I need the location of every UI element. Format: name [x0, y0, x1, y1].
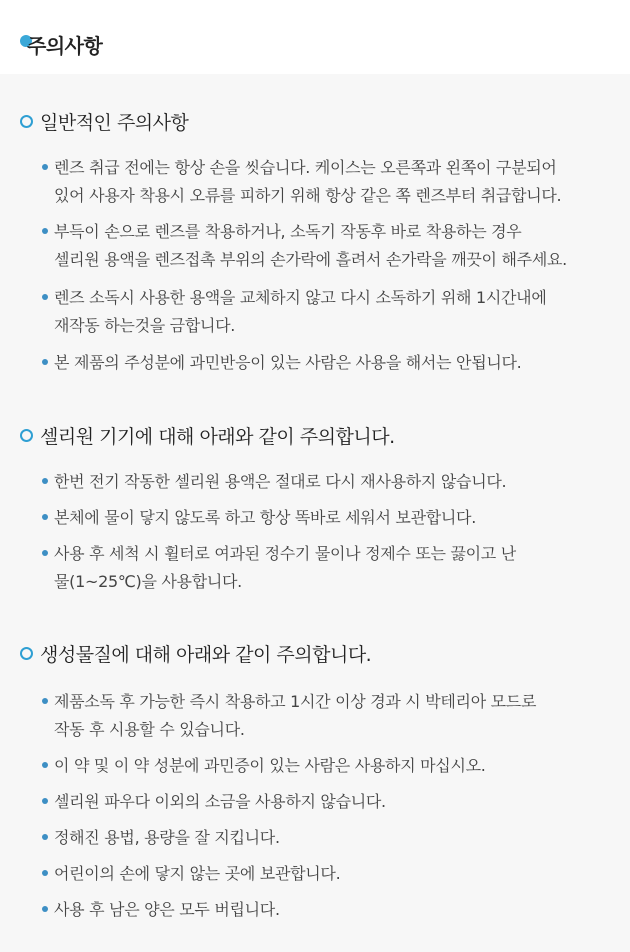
list-item-text: 본체에 물이 닿지 않도록 하고 항상 똑바로 세워서 보관합니다.	[54, 508, 476, 527]
list-item-text: 한번 전기 작동한 셀리원 용액은 절대로 다시 재사용하지 않습니다.	[54, 472, 507, 491]
bullet-dot-icon	[42, 762, 48, 768]
list-item-text: 사용 후 남은 양은 모두 버립니다.	[54, 900, 280, 919]
list-item-text: 있어 사용자 착용시 오류를 피하기 위해 항상 같은 쪽 렌즈부터 취급합니다.	[54, 186, 562, 205]
list-item-text: 정해진 용법, 용량을 잘 지킵니다.	[54, 828, 280, 847]
bullet-dot-icon	[42, 514, 48, 520]
list-item-text: 본 제품의 주성분에 과민반응이 있는 사람은 사용을 해서는 안됩니다.	[54, 353, 522, 372]
list-item-text: 부득이 손으로 렌즈를 착용하거나, 소독기 작동후 바로 착용하는 경우	[54, 222, 522, 241]
bullet-dot-icon	[42, 698, 48, 704]
list-item-text: 렌즈 소독시 사용한 용액을 교체하지 않고 다시 소독하기 위해 1시간내에	[54, 288, 547, 307]
list-item-text: 작동 후 시용할 수 있습니다.	[54, 720, 245, 739]
bullet-dot-icon	[42, 834, 48, 840]
page-title: 주의사항	[27, 34, 103, 58]
bullet-dot-icon	[42, 164, 48, 170]
bullet-dot-icon	[42, 906, 48, 912]
bullet-dot-icon	[42, 798, 48, 804]
section-heading	[0, 422, 630, 452]
section-heading	[0, 640, 630, 670]
list-item-text: 이 약 및 이 약 성분에 과민증이 있는 사람은 사용하지 마십시오.	[54, 756, 486, 775]
bullet-dot-icon	[42, 359, 48, 365]
bullet-dot-icon	[42, 478, 48, 484]
list-item-text: 제품소독 후 가능한 즉시 착용하고 1시간 이상 경과 시 박테리아 모드로	[54, 692, 537, 711]
circle-bullet-icon	[20, 429, 33, 442]
list-item-text: 렌즈 취급 전에는 항상 손을 씻습니다. 케이스는 오른쪽과 왼쪽이 구분되어	[54, 158, 557, 177]
list-item-text: 물(1~25℃)을 사용합니다.	[54, 572, 242, 591]
section-title: 셀리원 기기에 대해 아래와 같이 주의합니다.	[40, 426, 395, 448]
bullet-dot-icon	[42, 294, 48, 300]
list-item-text: 셀리원 파우다 이외의 소금을 사용하지 않습니다.	[54, 792, 386, 811]
list-item-text: 재작동 하는것을 금합니다.	[54, 316, 236, 335]
bullet-dot-icon	[42, 228, 48, 234]
header	[0, 0, 630, 74]
section-title: 생성물질에 대해 아래와 같이 주의합니다.	[40, 644, 372, 666]
section-title: 일반적인 주의사항	[40, 112, 189, 134]
list-item-text: 어린이의 손에 닿지 않는 곳에 보관합니다.	[54, 864, 341, 883]
list-item-text: 셀리원 용액을 렌즈접촉 부위의 손가락에 흘려서 손가락을 깨끗이 해주세요.	[54, 250, 567, 269]
bullet-dot-icon	[42, 550, 48, 556]
list-item-text: 사용 후 세척 시 휠터로 여과된 정수기 물이나 정제수 또는 끓이고 난	[54, 544, 516, 563]
section-heading	[0, 108, 630, 138]
bullet-dot-icon	[42, 870, 48, 876]
circle-bullet-icon	[20, 647, 33, 660]
circle-bullet-icon	[20, 115, 33, 128]
